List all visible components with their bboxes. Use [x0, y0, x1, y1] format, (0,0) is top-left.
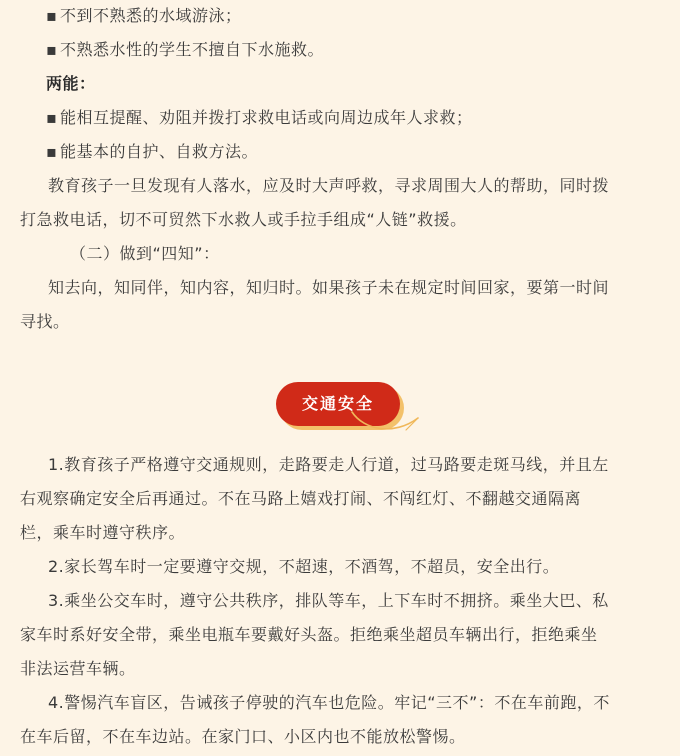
- section-label: 两能：: [46, 74, 96, 93]
- section-header: [0, 378, 680, 448]
- bullet-icon: ▪: [46, 6, 58, 25]
- section-title: 交通安全: [276, 382, 400, 426]
- paragraph: 3.乘坐公交车时，遵守公共秩序，排队等车，上下车时不拥挤。乘坐大巴、私 家车时系好安全带，乘坐电瓶车要戴好头盔。拒绝乘坐超员车辆出行，拒绝乘坐 非法运营车辆。: [20, 591, 609, 678]
- list-item: ▪ 不到不熟悉的水域游泳；: [20, 0, 660, 33]
- bullet-icon: ▪: [46, 108, 58, 127]
- paragraph: 2.家长驾车时一定要遵守交规，不超速，不酒驾，不超员，安全出行。: [48, 557, 560, 576]
- list-item: ▪ 不熟悉水性的学生不擅自下水施救。: [20, 33, 660, 67]
- paragraph: 教育孩子一旦发现有人落水，应及时大声呼救，寻求周围大人的帮助，同时拨 打急救电话，切不可贸然下水救人或手拉手组成“人链”救援。: [20, 176, 610, 229]
- traffic-safety-section: [20, 448, 660, 754]
- water-safety-section: [20, 0, 660, 339]
- list-item: ▪ 能相互提醒、劝阻并拨打求救电话或向周边成年人求救；: [20, 101, 660, 135]
- paragraph: 4.警惕汽车盲区，告诫孩子停驶的汽车也危险。牢记“三不”：不在车前跑，不 在车后留，不在车边站。在家门口、小区内也不能放松警惕。: [20, 693, 610, 746]
- list-item: ▪ 能基本的自护、自救方法。: [20, 135, 660, 169]
- swoosh-decoration-icon: [350, 408, 422, 438]
- paragraph: 知去向，知同伴，知内容，知归时。如果孩子未在规定时间回家，要第一时间 寻找。: [20, 278, 610, 331]
- subheading: （二）做到“四知”：: [70, 244, 220, 263]
- bullet-icon: ▪: [46, 40, 58, 59]
- paragraph: 1.教育孩子严格遵守交通规则，走路要走人行道，过马路要走斑马线，并且左 右观察确定安全后再通过。不在马路上嬉戏打闹、不闯红灯、不翻越交通隔离 栏，乘车时遵守秩序。: [20, 455, 609, 542]
- bullet-icon: ▪: [46, 142, 58, 161]
